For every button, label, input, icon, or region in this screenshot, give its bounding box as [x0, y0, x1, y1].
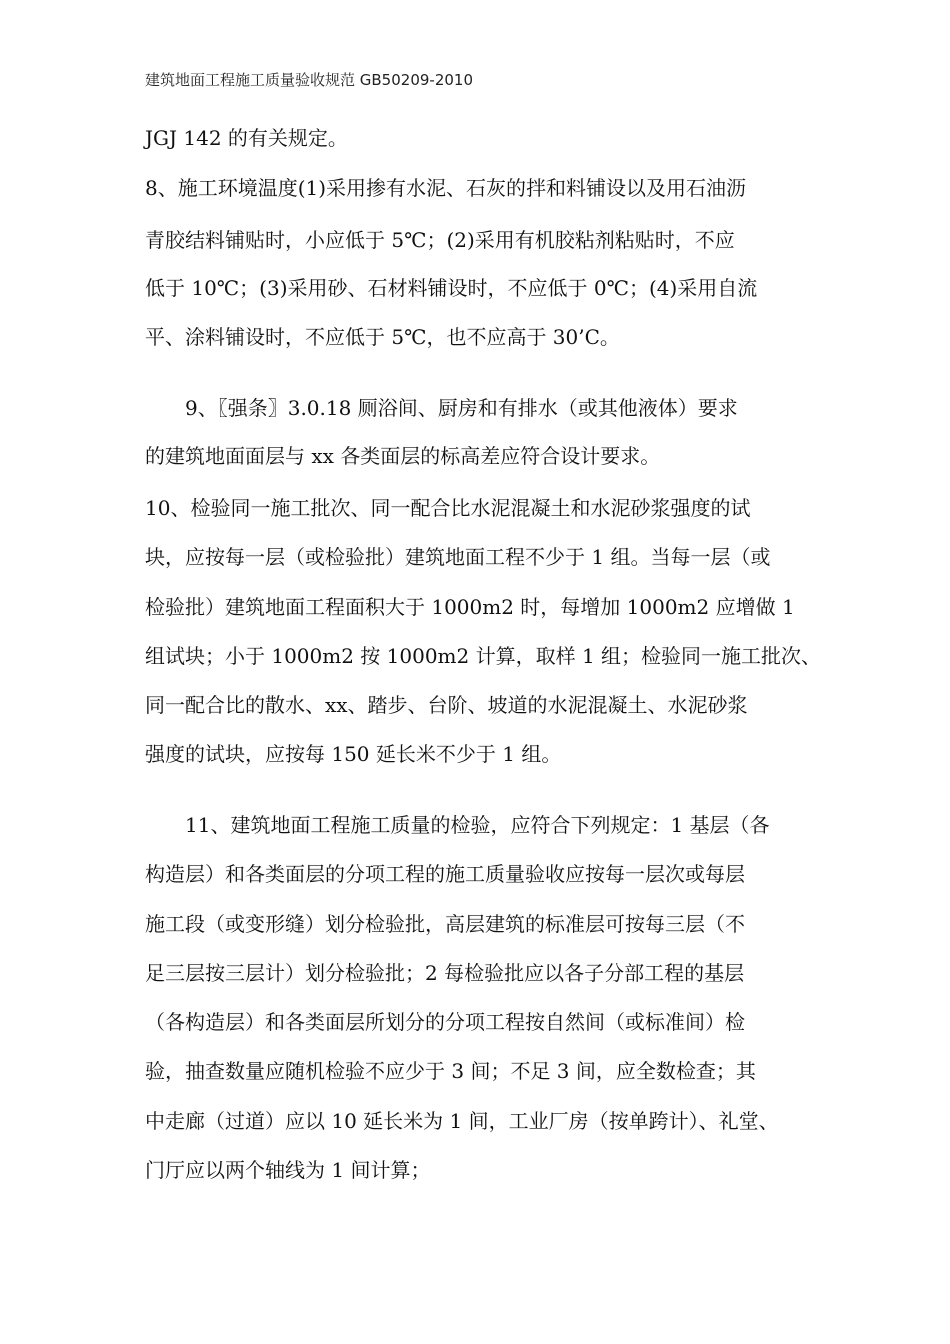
paragraph-11-line-7: 中走廊（过道）应以 10 延长米为 1 间，工业厂房（按单跨计）、礼堂、: [145, 1109, 779, 1133]
paragraph-8-line-4: 平、涂料铺设时，不应低于 5℃，也不应高于 30’C。: [145, 325, 620, 349]
paragraph-11-line-3: 施工段（或变形缝）划分检验批，高层建筑的标准层可按每三层（不: [145, 912, 745, 936]
paragraph-9-line-1: 9、〖强条〗3.0.18 厕浴间、厨房和有排水（或其他液体）要求: [185, 396, 738, 420]
page-header: 建筑地面工程施工质量验收规范 GB50209-2010: [145, 71, 473, 89]
paragraph-11-line-2: 构造层）和各类面层的分项工程的施工质量验收应按每一层次或每层: [145, 862, 745, 886]
paragraph-10-line-4: 组试块；小于 1000m2 按 1000m2 计算，取样 1 组；检验同一施工批次、: [145, 644, 822, 668]
paragraph-11-line-4: 足三层按三层计）划分检验批；2 每检验批应以各子分部工程的基层: [145, 961, 745, 985]
paragraph-10-line-1: 10、检验同一施工批次、同一配合比水泥混凝土和水泥砂浆强度的试: [145, 496, 751, 520]
paragraph-8-line-3: 低于 10℃；(3)采用砂、石材料铺设时，不应低于 0℃；(4)采用自流: [145, 276, 758, 300]
paragraph-10-line-6: 强度的试块，应按每 150 延长米不少于 1 组。: [145, 742, 562, 766]
paragraph-8-line-2: 青胶结料铺贴时，小应低于 5℃；(2)采用有机胶粘剂粘贴时，不应: [145, 228, 735, 252]
paragraph-11-line-5: （各构造层）和各类面层所划分的分项工程按自然间（或标准间）检: [145, 1010, 745, 1034]
paragraph-9-line-2: 的建筑地面面层与 xx 各类面层的标高差应符合设计要求。: [145, 444, 661, 468]
paragraph-11-line-1: 11、建筑地面工程施工质量的检验，应符合下列规定：1 基层（各: [185, 813, 770, 837]
paragraph-10-line-3: 检验批）建筑地面工程面积大于 1000m2 时，每增加 1000m2 应增做 1: [145, 595, 795, 619]
paragraph-8-line-1: 8、施工环境温度(1)采用掺有水泥、石灰的拌和料铺设以及用石油沥: [145, 176, 747, 200]
paragraph-10-line-2: 块，应按每一层（或检验批）建筑地面工程不少于 1 组。当每一层（或: [145, 545, 771, 569]
paragraph-11-line-6: 验，抽查数量应随机检验不应少于 3 间；不足 3 间，应全数检查；其: [145, 1059, 756, 1083]
paragraph-10-line-5: 同一配合比的散水、xx、踏步、台阶、坡道的水泥混凝土、水泥砂浆: [145, 693, 748, 717]
paragraph-11-line-8: 门厅应以两个轴线为 1 间计算；: [145, 1158, 431, 1182]
paragraph-7-line-1: JGJ 142 的有关规定。: [145, 126, 348, 150]
